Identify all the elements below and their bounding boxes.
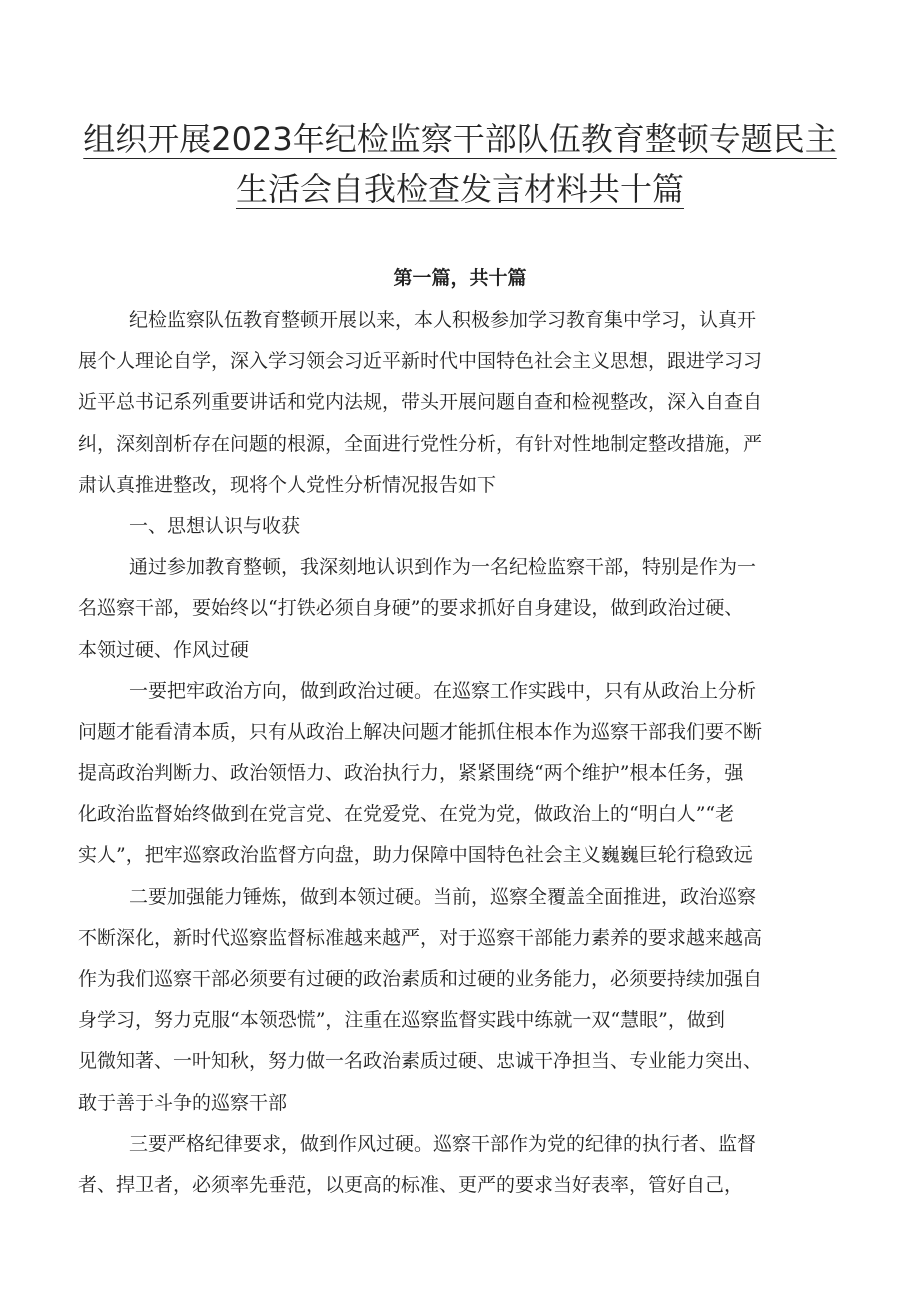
text-line: 本领过硬、作风过硬 (78, 638, 250, 661)
section-heading: 第一篇，共十篇 (393, 267, 527, 289)
text-line: 纪检监察队伍教育整顿开展以来，本人积极参加学习教育集中学习，认真开 (129, 309, 757, 331)
text-line: 近平总书记系列重要讲话和党内法规，带头开展问题自查和检视整改，深入自查自 (78, 391, 763, 414)
text-line: 肃认真推进整改，现将个人党性分析情况报告如下 (78, 473, 497, 496)
text-line: 通过参加教育整顿，我深刻地认识到作为一名纪检监察干部，特别是作为一 (129, 556, 757, 579)
text-line: 作为我们巡察干部必须要有过硬的政治素质和过硬的业务能力，必须要持续加强自 (78, 968, 763, 990)
text-line: 问题才能看清本质，只有从政治上解决问题才能抓住根本作为巡察干部我们要不断 (78, 720, 763, 743)
text-line: 者、捍卫者，必须率先垂范，以更高的标准、更严的要求当好表率，管好自己， (78, 1173, 744, 1196)
section-subheading: 一、思想认识与收获 (129, 514, 301, 537)
text-line: 一要把牢政治方向，做到政治过硬。在巡察工作实践中，只有从政治上分析 (129, 679, 757, 702)
text-line: 名巡察干部，要始终以“打铁必须自身硬”的要求抓好自身建设，做到政治过硬、 (78, 597, 744, 620)
text-line: 实人”，把牢巡察政治监督方向盘，助力保障中国特色社会主义巍巍巨轮行稳致远 (78, 844, 753, 867)
text-line: 三要严格纪律要求，做到作风过硬。巡察干部作为党的纪律的执行者、监督 (129, 1132, 757, 1155)
body-text (78, 300, 852, 1206)
text-line: 见微知著、一叶知秋，努力做一名政治素质过硬、忠诚干净担当、专业能力突出、 (78, 1050, 763, 1073)
document-title-line-1: 组织开展2023年纪检监察干部队伍教育整顿专题民主 (83, 120, 837, 158)
text-line: 化政治监督始终做到在党言党、在党爱党、在党为党，做政治上的“明白人”“老 (78, 803, 735, 826)
text-line: 身学习，努力克服“本领恐慌”，注重在巡察监督实践中练就一双“慧眼”，做到 (78, 1009, 725, 1032)
text-line: 不断深化，新时代巡察监督标准越来越严，对于巡察干部能力素养的要求越来越高 (78, 926, 763, 949)
text-line: 提高政治判断力、政治领悟力、政治执行力，紧紧围绕“两个维护”根本任务，强 (78, 762, 744, 785)
text-line: 展个人理论自学，深入学习领会习近平新时代中国特色社会主义思想，跟进学习习 (78, 350, 763, 373)
document-title-line-2: 生活会自我检查发言材料共十篇 (235, 170, 684, 208)
text-line: 敢于善于斗争的巡察干部 (78, 1091, 288, 1114)
text-line: 纠，深刻剖析存在问题的根源，全面进行党性分析，有针对性地制定整改措施，严 (78, 432, 763, 455)
text-line: 二要加强能力锤炼，做到本领过硬。当前，巡察全覆盖全面推进，政治巡察 (129, 885, 757, 908)
